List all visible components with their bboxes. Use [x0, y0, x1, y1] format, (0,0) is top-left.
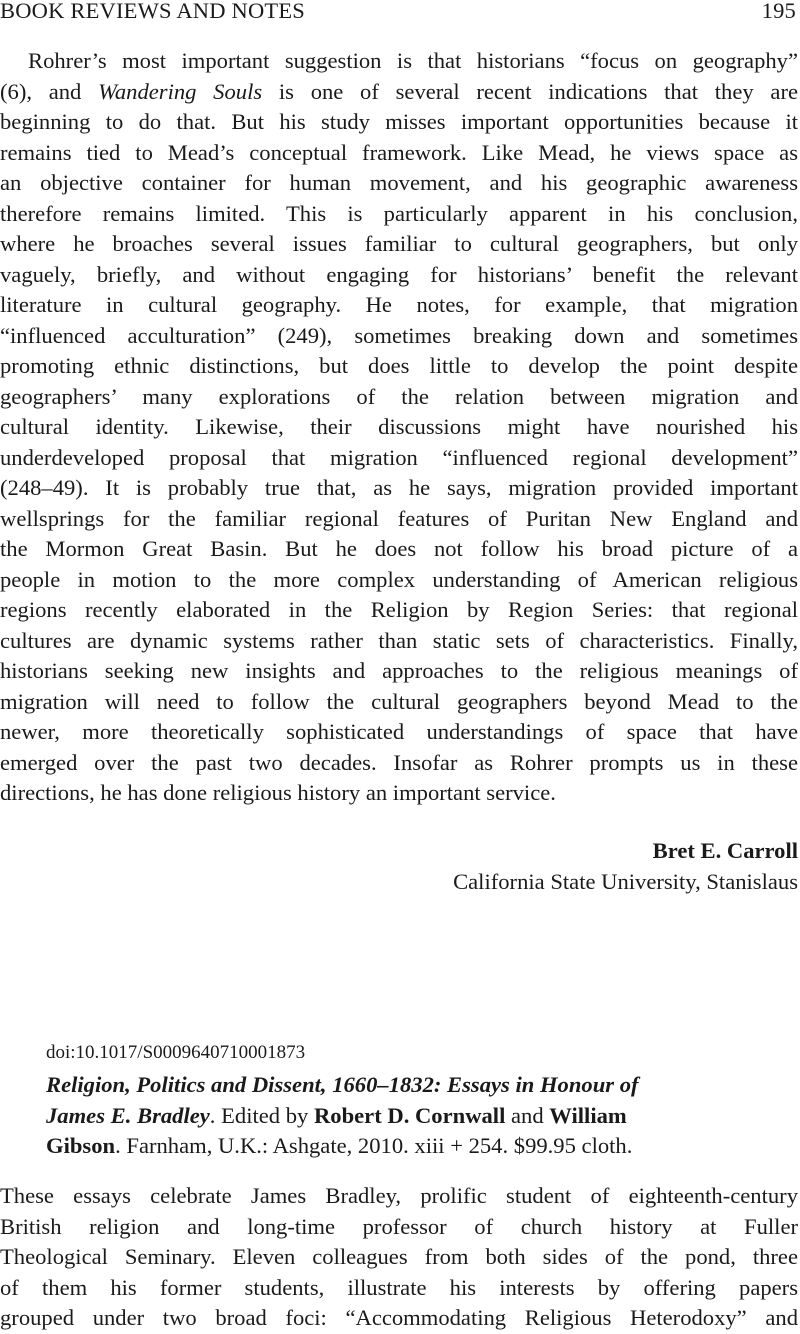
book-title-italic: Wandering Souls — [98, 78, 263, 104]
running-head — [0, 0, 796, 28]
book-title-line1: Religion, Politics and Dissent, 1660–1832: Essays in Honour of — [46, 1072, 639, 1097]
review1-line: wellsprings for the familiar regional features of Puritan New England and — [0, 505, 798, 531]
review2-line: British religion and long-time professor of church history at Fuller — [0, 1213, 798, 1239]
review1-line: people in motion to the more complex understanding of American religious — [0, 566, 798, 592]
review1-line: migration will need to follow the cultural geographers beyond Mead to the — [0, 688, 798, 714]
review2-line: Theological Seminary. Eleven colleagues from both sides of the pond, three — [0, 1244, 798, 1269]
review2-line: of them his former students, illustrate his interests by offering papers — [0, 1274, 798, 1300]
review1-line: “influenced acculturation” (249), sometimes breaking down and sometimes — [0, 322, 798, 348]
citation-line3 — [46, 1131, 746, 1162]
review2-line: These essays celebrate James Bradley, prolific student of eighteenth-century — [0, 1183, 798, 1208]
doi: doi:10.1017/S0009640710001873 — [46, 1042, 306, 1063]
review1-line: (6), and Wandering Souls is one of several recent indications that they are — [0, 78, 798, 104]
citation-line2: James E. Bradley. Edited by Robert D. Cornwall and William — [46, 1102, 627, 1128]
reviewer-name: Bret E. Carroll — [652, 838, 798, 863]
book-citation — [46, 1070, 746, 1162]
running-head-title: BOOK REVIEWS AND NOTES — [0, 0, 306, 23]
review1-line: vaguely, briefly, and without engaging for historians’ benefit the relevant — [0, 261, 798, 287]
review1-line: historians seeking new insights and approaches to the religious meanings of — [0, 658, 798, 683]
review1-body — [0, 46, 798, 809]
editor-name: Gibson — [46, 1133, 116, 1158]
review1-line: an objective container for human movement, and his geographic awareness — [0, 170, 798, 195]
review1-line: beginning to do that. But his study misses important opportunities because it — [0, 109, 798, 134]
review1-line: cultural identity. Likewise, their discussions might have nourished his — [0, 414, 798, 439]
book-title-line2: James E. Bradley — [46, 1102, 210, 1128]
review1-line: literature in cultural geography. He notes, for example, that migration — [0, 292, 798, 317]
review1-line: (248–49). It is probably true that, as he says, migration provided important — [0, 475, 798, 500]
publication-info: . Farnham, U.K.: Ashgate, 2010. xiii + 254. $99.95 cloth. — [115, 1133, 633, 1158]
review1-line: remains tied to Mead’s conceptual framework. Like Mead, he views space as — [0, 139, 798, 165]
editor-name: William — [549, 1102, 627, 1128]
review2-line: grouped under two broad foci: “Accommodating Religious Heterodoxy” and — [0, 1305, 798, 1330]
editor-name: Robert D. Cornwall — [313, 1102, 506, 1128]
review1-line: regions recently elaborated in the Religion by Region Series: that regional — [0, 597, 798, 622]
review1-line: the Mormon Great Basin. But he does not follow his broad picture of a — [0, 536, 798, 561]
review1-line: geographers’ many explorations of the relation between migration and — [0, 383, 798, 409]
review1-line: Rohrer’s most important suggestion is that historians “focus on geography” — [28, 48, 798, 73]
review1-line: where he broaches several issues familiar to cultural geographers, but only — [0, 231, 798, 256]
reviewer-signature — [453, 836, 798, 897]
reviewer-affiliation: California State University, Stanislaus — [453, 868, 798, 894]
review1-line: therefore remains limited. This is particularly apparent in his conclusion, — [0, 200, 798, 226]
review1-line: newer, more theoretically sophisticated understandings of space that have — [0, 719, 798, 744]
review1-line: promoting ethnic distinctions, but does little to develop the point despite — [0, 353, 798, 378]
review2-body — [0, 1181, 798, 1334]
review1-line: emerged over the past two decades. Insofar as Rohrer prompts us in these — [0, 749, 798, 775]
page-number: 195 — [761, 0, 796, 23]
review1-line: cultures are dynamic systems rather than static sets of characteristics. Finally, — [0, 627, 798, 653]
review1-line: underdeveloped proposal that migration “influenced regional development” — [0, 444, 798, 470]
review1-line: directions, he has done religious history an important service. — [0, 780, 556, 805]
